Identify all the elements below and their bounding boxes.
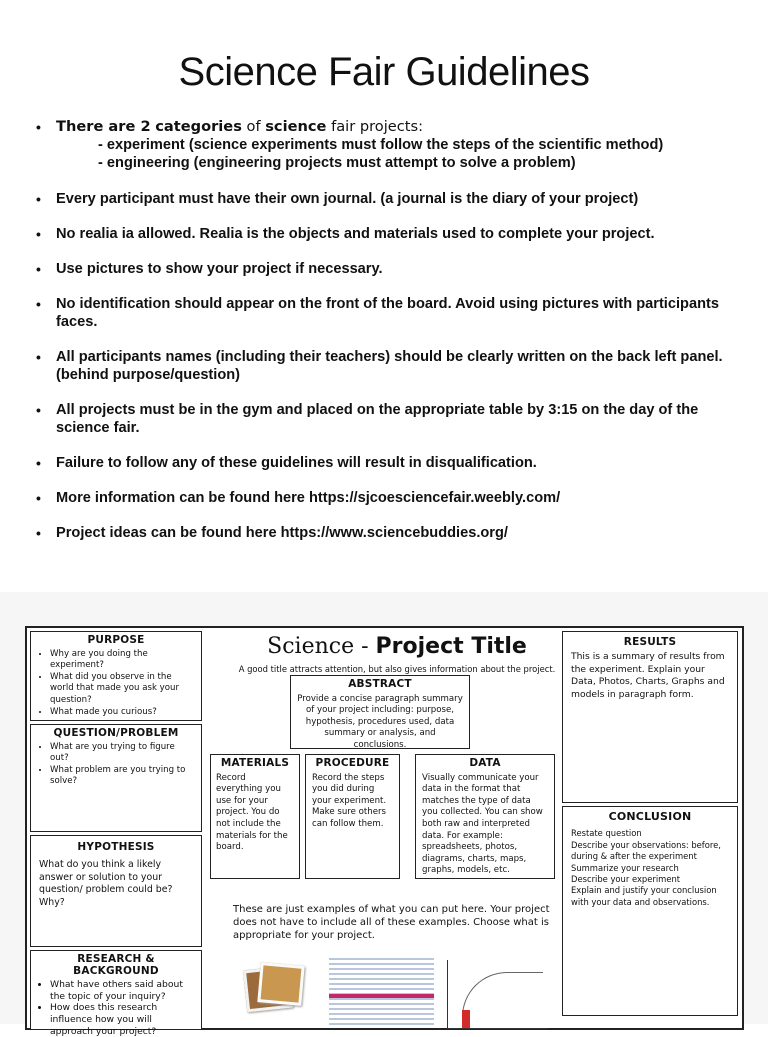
list-item: • What made you curious? xyxy=(50,707,196,719)
procedure-box xyxy=(305,754,400,879)
hypothesis-text: What do you think a likely answer or solution to your question/ problem could be? Why? xyxy=(39,859,173,908)
bullet-icon: • xyxy=(36,119,41,135)
results-heading: RESULTS xyxy=(623,636,677,648)
list-item: • All participants names (including their teachers) should be clearly written on the back left panel. (behind purpose/question) xyxy=(36,349,723,383)
procedure-heading: PROCEDURE xyxy=(315,757,390,769)
purpose-heading: PURPOSE xyxy=(87,634,145,646)
research-heading: RESEARCH & BACKGROUND xyxy=(73,953,159,977)
bullet-icon: • xyxy=(36,402,41,418)
procedure-text: Record the steps you did during your experiment. Make sure others can follow them. xyxy=(312,772,387,829)
bullet-icon: • xyxy=(36,349,41,365)
materials-text: Record everything you use for your project. You do not include the materials for the board. xyxy=(216,772,288,853)
list-item: • No realia ia allowed. Realia is the objects and materials used to complete your project. xyxy=(36,226,655,242)
list-item: • Failure to follow any of these guidelines will result in disqualification. xyxy=(36,455,537,471)
hypothesis-box xyxy=(30,835,202,947)
conclusion-line: Restate question xyxy=(571,828,642,839)
bullet-icon: • xyxy=(36,525,41,541)
highlight-band xyxy=(329,994,434,998)
graph-curve xyxy=(462,972,543,1017)
graph-thumbnail xyxy=(447,960,548,1029)
data-box xyxy=(415,754,555,879)
bullet-icon: • xyxy=(36,296,41,312)
list-item xyxy=(30,118,740,172)
project-title: Science - Project Title xyxy=(267,634,527,659)
list-item: • What are you trying to figure out? xyxy=(50,742,196,765)
conclusion-line: Summarize your research xyxy=(571,862,679,873)
examples-note: These are just examples of what you can put here. Your project does not have to include all of these examples. Choose what is appropriate for your project. xyxy=(233,904,550,941)
list-item: • What problem are you trying to solve? xyxy=(50,765,196,788)
list-item: • All projects must be in the gym and placed on the appropriate table by 3:15 on the day of the science fair. xyxy=(36,402,699,436)
guidelines-list xyxy=(30,118,740,559)
materials-box xyxy=(210,754,300,879)
data-text: Visually communicate your data in the format that matches the type of data you collected. You can show both raw and interpreted data. For example: spreadsheets, photos, diagrams, charts, maps, graphs, models, etc. xyxy=(422,772,543,876)
materials-heading: MATERIALS xyxy=(220,757,290,769)
list-item: • Why are you doing the experiment? xyxy=(50,649,196,672)
bullet-icon: • xyxy=(36,490,41,506)
list-item: • How does this research influence how you will approach your project? xyxy=(50,1002,196,1037)
page-title: Science Fair Guidelines xyxy=(178,50,590,94)
data-heading: DATA xyxy=(469,757,501,769)
spreadsheet-thumbnail xyxy=(329,958,434,1028)
bullet-icon: • xyxy=(36,191,41,207)
graph-bar xyxy=(462,1010,470,1028)
project-board xyxy=(25,626,744,1037)
list-item: • Project ideas can be found here https://www.sciencebuddies.org/ xyxy=(36,525,508,541)
results-box xyxy=(562,631,738,803)
categories-intro: There are 2 categories of science fair projects: xyxy=(56,118,424,135)
question-box xyxy=(30,724,202,832)
results-text: This is a summary of results from the experiment. Explain your Data, Photos, Charts, Graphs and models in paragraph form. xyxy=(571,651,725,700)
photo-thumbnail xyxy=(257,962,304,1006)
hypothesis-heading: HYPOTHESIS xyxy=(77,841,155,853)
bullet-icon: • xyxy=(36,226,41,242)
bullet-icon: • xyxy=(36,455,41,471)
abstract-heading: ABSTRACT xyxy=(348,678,412,690)
question-heading: QUESTION/PROBLEM xyxy=(53,727,179,739)
list-item: • Use pictures to show your project if necessary. xyxy=(36,261,383,277)
conclusion-box xyxy=(562,806,738,1016)
conclusion-line: Describe your observations: before, during & after the experiment xyxy=(571,839,721,862)
list-item: • What have others said about the topic of your inquiry? xyxy=(50,979,196,1002)
list-item: • What did you observe in the world that made you ask your question? xyxy=(50,672,196,707)
research-box xyxy=(30,950,202,1037)
conclusion-line: Explain and justify your conclusion with your data and observations. xyxy=(571,885,717,907)
category-engineering: - engineering (engineering projects must attempt to solve a problem) xyxy=(98,155,576,171)
list-item: • More information can be found here https://sjcoesciencefair.weebly.com/ xyxy=(36,490,561,506)
purpose-box xyxy=(30,631,202,721)
abstract-box xyxy=(290,675,470,749)
abstract-text: Provide a concise paragraph summary of your project including: purpose, hypothesis, procedures used, data summary or analysis, and conclusions. xyxy=(297,693,463,750)
list-item: • Every participant must have their own journal. (a journal is the diary of your project) xyxy=(36,191,639,207)
conclusion-heading: CONCLUSION xyxy=(608,810,692,823)
list-item: • No identification should appear on the front of the board. Avoid using pictures with participants faces. xyxy=(36,296,719,330)
project-subtitle: A good title attracts attention, but also gives information about the project. xyxy=(238,664,556,674)
bullet-icon: • xyxy=(36,261,41,277)
category-experiment: - experiment (science experiments must follow the steps of the scientific method) xyxy=(98,137,664,153)
project-board-image xyxy=(0,592,768,1037)
conclusion-line: Describe your experiment xyxy=(571,874,681,885)
